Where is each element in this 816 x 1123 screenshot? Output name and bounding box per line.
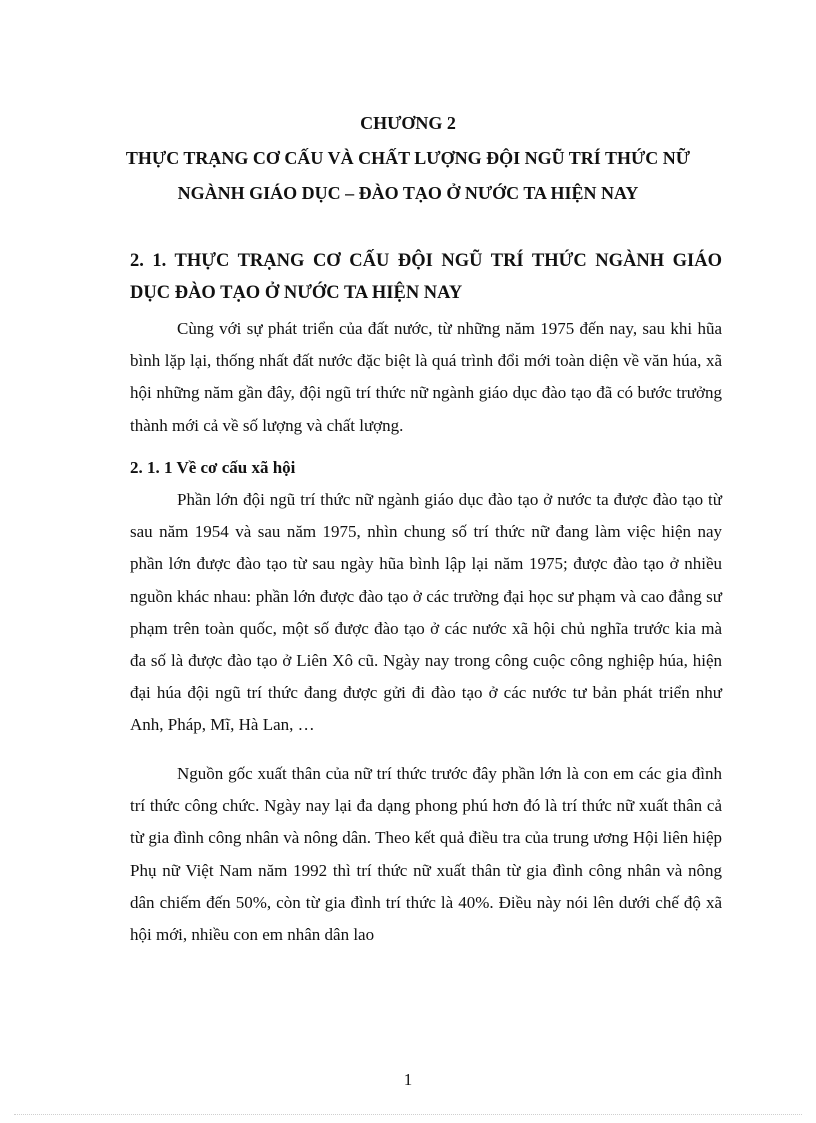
section-title (130, 245, 722, 309)
page-number: 1 (403, 1070, 413, 1089)
intro-paragraph: Cùng với sự phát triển của đất nước, từ những năm 1975 đến nay, sau khi hũa bình lặp lại, thống nhất đất nước đặc biệt là quá trình đổi mới toàn diện về văn húa, xã hội những năm gần đây, đội ngũ trí thức nữ ngành giáo dục đào tạo đã có bước trưởng thành mới cả về số lượng và chất lượng. (130, 319, 722, 435)
body-paragraph-1: Phần lớn đội ngũ trí thức nữ ngành giáo dục đào tạo ở nước ta được đào tạo từ sau năm 1954 và sau năm 1975, nhìn chung số trí thức nữ đang làm việc hiện nay phần lớn được đào tạo từ sau ngày hũa bình lập lại năm 1975; được đào tạo ở nhiều nguồn khác nhau: phần lớn được đào tạo ở các trường đại học sư phạm và cao đẳng sư phạm trên toàn quốc, một số được đào tạo ở các nước xã hội chủ nghĩa trước kia mà đa số là được đào tạo ở Liên Xô cũ. Ngày nay trong công cuộc công nghiệp húa, hiện đại húa đội ngũ trí thức đang được gửi đi đào tạo ở các nước tư bản phát triển như Anh, Pháp, Mĩ, Hà Lan, … (130, 490, 722, 735)
subsection-title: 2. 1. 1 Về cơ cấu xã hội (130, 458, 296, 477)
section-title-line-2: DỤC ĐÀO TẠO Ở NƯỚC TA HIỆN NAY (130, 283, 463, 303)
section-title-line-1: 2. 1. THỰC TRẠNG CƠ CẤU ĐỘI NGŨ TRÍ THỨC NGÀNH GIÁO (130, 251, 722, 271)
page-bottom-divider (14, 1114, 802, 1115)
chapter-title-line-2: NGÀNH GIÁO DỤC – ĐÀO TẠO Ở NƯỚC TA HIỆN NAY (177, 183, 639, 203)
body-paragraph-2: Nguồn gốc xuất thân của nữ trí thức trước đây phần lớn là con em các gia đình trí thức công chức. Ngày nay lại đa dạng phong phú hơn đó là trí thức nữ xuất thân cả từ gia đình công nhân và nông dân. Theo kết quả điều tra của trung ương Hội liên hiệp Phụ nữ Việt Nam năm 1992 thì trí thức nữ xuất thân từ gia đình công nhân và nông dân chiếm đến 50%, còn từ gia đình trí thức là 40%. Điều này nói lên dưới chế độ xã hội mới, nhiều con em nhân dân lao (130, 764, 722, 945)
chapter-title-line-1: THỰC TRẠNG CƠ CẤU VÀ CHẤT LƯỢNG ĐỘI NGŨ TRÍ THỨC NỮ (125, 148, 691, 168)
chapter-number: CHƯƠNG 2 (360, 113, 456, 133)
chapter-heading (0, 106, 816, 211)
